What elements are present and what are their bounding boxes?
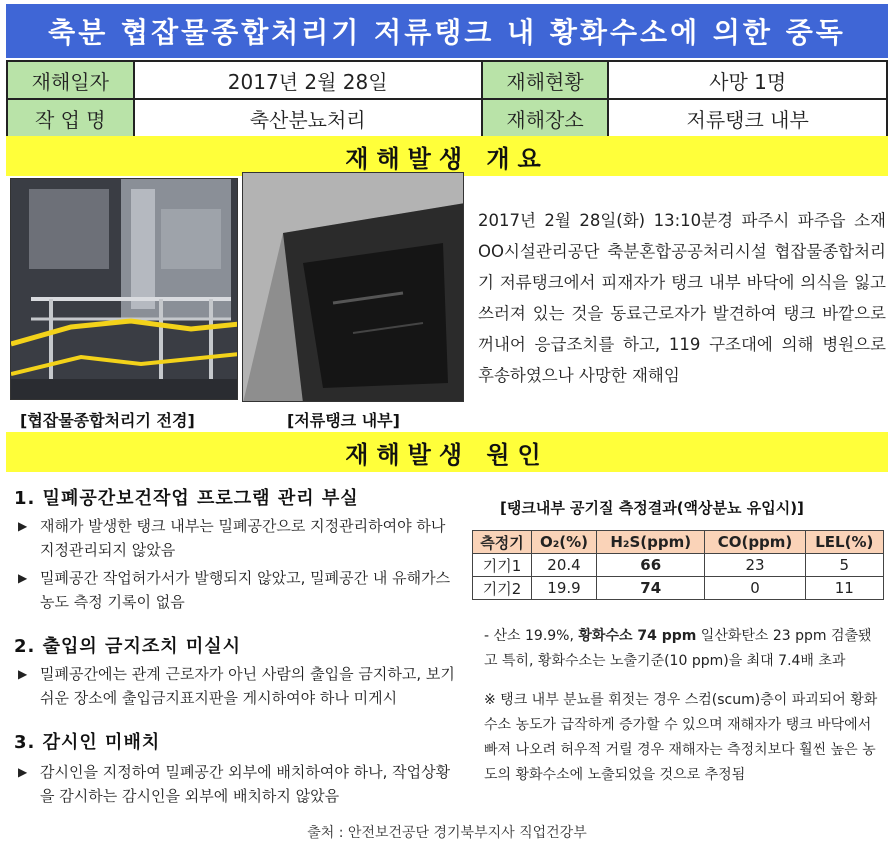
status-label: 재해현황 (482, 61, 609, 99)
measurement-table (472, 530, 884, 600)
cause-1-title: 1. 밀폐공간보건작업 프로그램 관리 부실 (14, 488, 359, 509)
table-cell: 기기1 (473, 554, 532, 577)
table-row (473, 577, 884, 600)
incident-info-table (6, 60, 888, 138)
cause-3-title: 3. 감시인 미배치 (14, 732, 161, 753)
cause-2-bullet-1 (18, 662, 458, 710)
table-row (473, 554, 884, 577)
bullet-text: 재해가 발생한 탱크 내부는 밀폐공간으로 지정관리하여야 하나 지정관리되지 않았음 (40, 517, 446, 559)
task-value: 축산분뇨처리 (134, 99, 482, 137)
table-cell: 20.4 (531, 554, 596, 577)
bullet-text: 밀폐공간에는 관계 근로자가 아닌 사람의 출입을 금지하고, 보기 쉬운 장소에 출입금지표지판을 게시하여야 하나 미게시 (40, 665, 455, 707)
processor-photo-illustration (11, 179, 238, 400)
overview-heading: 재해발생 개요 (6, 136, 888, 176)
processor-photo-caption: [협잡물종합처리기 전경] (20, 411, 195, 430)
page-title: 축분 협잡물종합처리기 저류탱크 내 황화수소에 의한 중독 (6, 4, 888, 58)
table-cell: 74 (597, 577, 705, 600)
column-header: CO(ppm) (705, 531, 805, 554)
cause-1-bullet-2 (18, 566, 458, 614)
cause-3-bullet-1 (18, 760, 458, 808)
place-label: 재해장소 (482, 99, 609, 137)
overview-text: 2017년 2월 28일(화) 13:10분경 파주시 파주읍 소재 OO시설관리공단 축분혼합공공처리시설 협잡물종합처리기 저류탱크에서 피재자가 탱크 내부 바닥에 의식을 잃고 쓰러져 있는 것을 동료근로자가 발견하여 탱크 바깥으로 꺼내어 응급조치를 하고, 119 구조대에 의해 병원으로 후송하였으나 사망한 재해임 (478, 211, 886, 385)
tank-interior-photo (242, 172, 464, 402)
task-label: 작 업 명 (7, 99, 134, 137)
triangle-bullet-icon: ▶ (18, 667, 28, 681)
date-label: 재해일자 (7, 61, 134, 99)
note-prefix: - 산소 19.9%, (484, 628, 579, 644)
measurement-header-row (473, 531, 884, 554)
table-cell: 기기2 (473, 577, 532, 600)
cause-2-title: 2. 출입의 금지조치 미실시 (14, 636, 242, 657)
info-row (7, 99, 887, 137)
table-cell: 5 (805, 554, 883, 577)
scum-note: ※ 탱크 내부 분뇨를 휘젓는 경우 스컴(scum)층이 파괴되어 황화수소 농도가 급작하게 증가할 수 있으며 재해자가 탱크 바닥에서 빠져 나오려 허우적 거릴 경우 재해자는 측정치보다 훨씬 높은 농도의 황화수소에 노출되었을 것으로 추정됨 (484, 692, 878, 783)
processor-photo (10, 178, 238, 400)
table-cell: 19.9 (531, 577, 596, 600)
tank-interior-illustration (243, 173, 464, 402)
measurement-title: [탱크내부 공기질 측정결과(액상분뇨 유입시)] (500, 499, 804, 517)
bullet-text: 밀폐공간 작업허가서가 발행되지 않았고, 밀폐공간 내 유해가스 농도 측정 기록이 없음 (40, 569, 451, 611)
triangle-bullet-icon: ▶ (18, 519, 28, 533)
date-value: 2017년 2월 28일 (134, 61, 482, 99)
column-header: O₂(%) (531, 531, 596, 554)
measurement-note (484, 624, 884, 674)
triangle-bullet-icon: ▶ (18, 571, 28, 585)
column-header: 측정기 (473, 531, 532, 554)
table-cell: 0 (705, 577, 805, 600)
column-header: H₂S(ppm) (597, 531, 705, 554)
place-value: 저류탱크 내부 (608, 99, 887, 137)
table-cell: 66 (597, 554, 705, 577)
bullet-text: 감시인을 지정하여 밀폐공간 외부에 배치하여야 하나, 작업상황을 감시하는 감시인을 외부에 배치하지 않았음 (40, 763, 451, 805)
info-row (7, 61, 887, 99)
column-header: LEL(%) (805, 531, 883, 554)
table-cell: 23 (705, 554, 805, 577)
source-credit: 출처 : 안전보건공단 경기북부지사 직업건강부 (307, 825, 587, 841)
status-value: 사망 1명 (608, 61, 887, 99)
note-rest: 일산화탄소 23 ppm 검출됐고 특히, 황화수소는 노출기준(10 ppm)을 최대 7.4배 초과 (484, 628, 872, 669)
tank-photo-caption: [저류탱크 내부] (287, 411, 400, 430)
triangle-bullet-icon: ▶ (18, 765, 28, 779)
note-highlight: 황화수소 74 ppm (578, 628, 697, 644)
cause-heading: 재해발생 원인 (6, 432, 888, 472)
table-cell: 11 (805, 577, 883, 600)
cause-1-bullet-1 (18, 514, 458, 562)
